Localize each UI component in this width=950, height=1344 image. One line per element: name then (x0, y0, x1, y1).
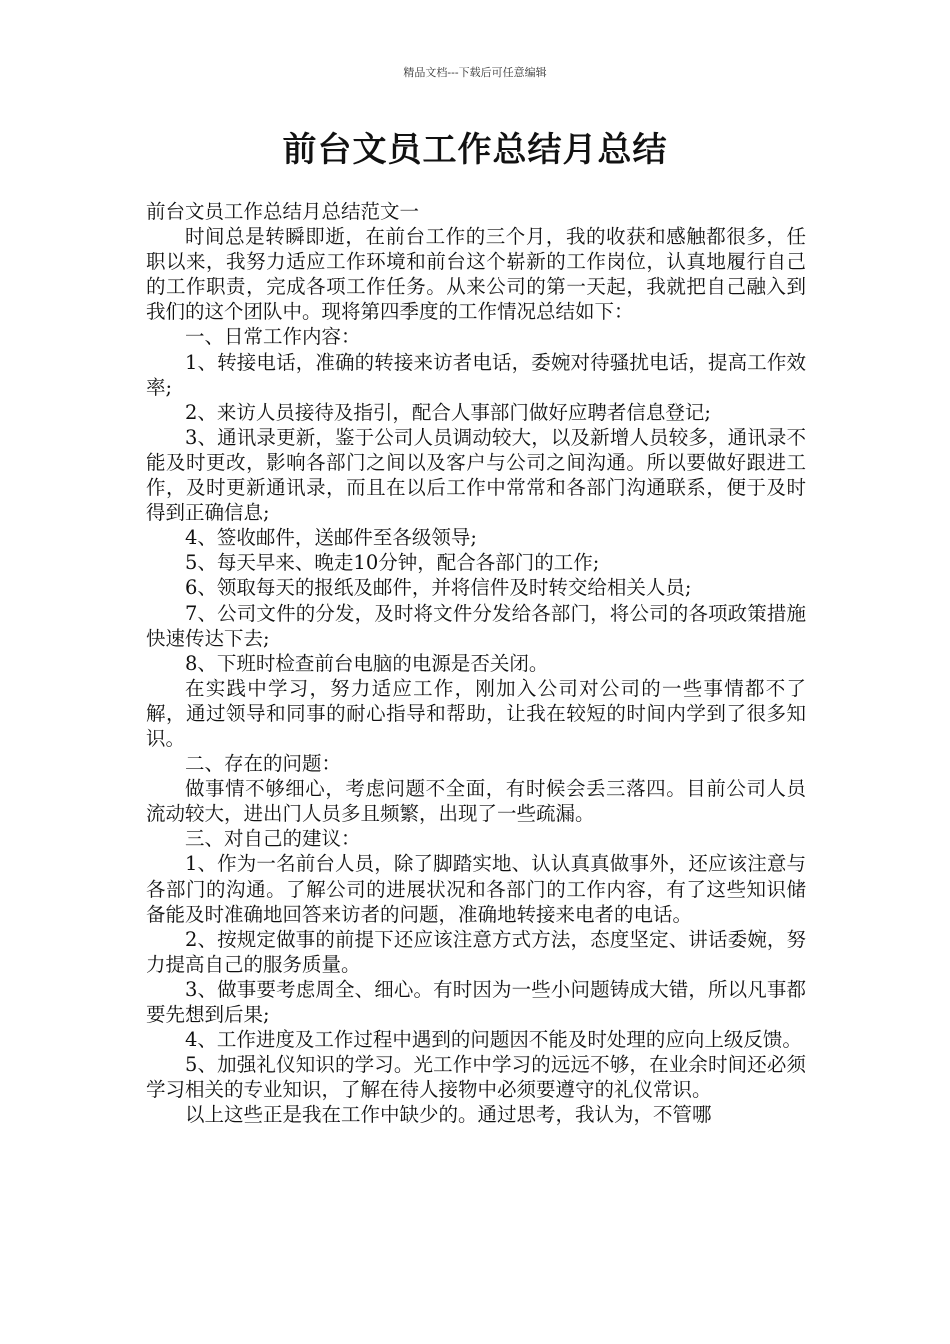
body-paragraph: 二、存在的问题： (185, 752, 342, 776)
body-paragraph: 7、公司文件的分发，及时将文件分发给各部门，将公司的各项政策措施快速传达下去; (146, 601, 806, 650)
body-paragraph: 2、来访人员接待及指引，配合人事部门做好应聘者信息登记; (185, 400, 711, 424)
body-paragraph: 1、转接电话，准确的转接来访者电话，委婉对待骚扰电话，提高工作效率; (146, 350, 806, 399)
body-paragraph: 6、领取每天的报纸及邮件，并将信件及时转交给相关人员; (185, 576, 692, 600)
body-paragraph: 4、签收邮件，送邮件至各级领导; (185, 526, 477, 550)
body-paragraph: 5、加强礼仪知识的学习。光工作中学习的远远不够，在业余时间还必须学习相关的专业知识，了解在待人接物中必须要遵守的礼仪常识。 (146, 1053, 806, 1102)
document-body (146, 199, 806, 1127)
document-title: 前台文员工作总结月总结 (282, 130, 668, 170)
body-paragraph: 三、对自己的建议： (185, 827, 361, 851)
body-paragraph: 时间总是转瞬即逝，在前台工作的三个月，我的收获和感触都很多，任职以来，我努力适应工作环境和前台这个崭新的工作岗位，认真地履行自己的工作职责，完成各项工作任务。从来公司的第一天起，我就把自己融入到我们的这个团队中。现将第四季度的工作情况总结如下： (146, 225, 806, 324)
body-paragraph: 一、日常工作内容： (185, 325, 361, 349)
header-note: 精品文档---下载后可任意编辑 (403, 66, 547, 79)
body-paragraph: 8、下班时检查前台电脑的电源是否关闭。 (185, 651, 549, 675)
body-paragraph: 2、按规定做事的前提下还应该注意方式方法，态度坚定、讲话委婉，努力提高自己的服务质量。 (146, 927, 806, 976)
body-paragraph: 前台文员工作总结月总结范文一 (146, 200, 420, 223)
body-paragraph: 3、通讯录更新，鉴于公司人员调动较大，以及新增人员较多，通讯录不能及时更改，影响各部门之间以及客户与公司之间沟通。所以要做好跟进工作，及时更新通讯录，而且在以后工作中常常和各部门沟通联系，便于及时得到正确信息; (146, 425, 806, 525)
body-paragraph: 做事情不够细心，考虑问题不全面，有时候会丢三落四。目前公司人员流动较大，进出门人员多且频繁，出现了一些疏漏。 (146, 777, 806, 826)
body-paragraph: 4、工作进度及工作过程中遇到的问题因不能及时处理的应向上级反馈。 (185, 1028, 802, 1052)
body-paragraph: 在实践中学习，努力适应工作，刚加入公司对公司的一些事情都不了解，通过领导和同事的耐心指导和帮助，让我在较短的时间内学到了很多知识。 (146, 676, 806, 750)
body-paragraph: 5、每天早来、晚走10分钟，配合各部门的工作; (185, 551, 600, 575)
body-paragraph: 3、做事要考虑周全、细心。有时因为一些小问题铸成大错，所以凡事都要先想到后果; (146, 977, 806, 1026)
body-paragraph: 1、作为一名前台人员，除了脚踏实地、认认真真做事外，还应该注意与各部门的沟通。了解公司的进展状况和各部门的工作内容，有了这些知识储备能及时准确地回答来访者的问题，准确地转接来电者的电话。 (146, 852, 806, 926)
body-paragraph: 以上这些正是我在工作中缺少的。通过思考，我认为，不管哪 (185, 1103, 712, 1127)
